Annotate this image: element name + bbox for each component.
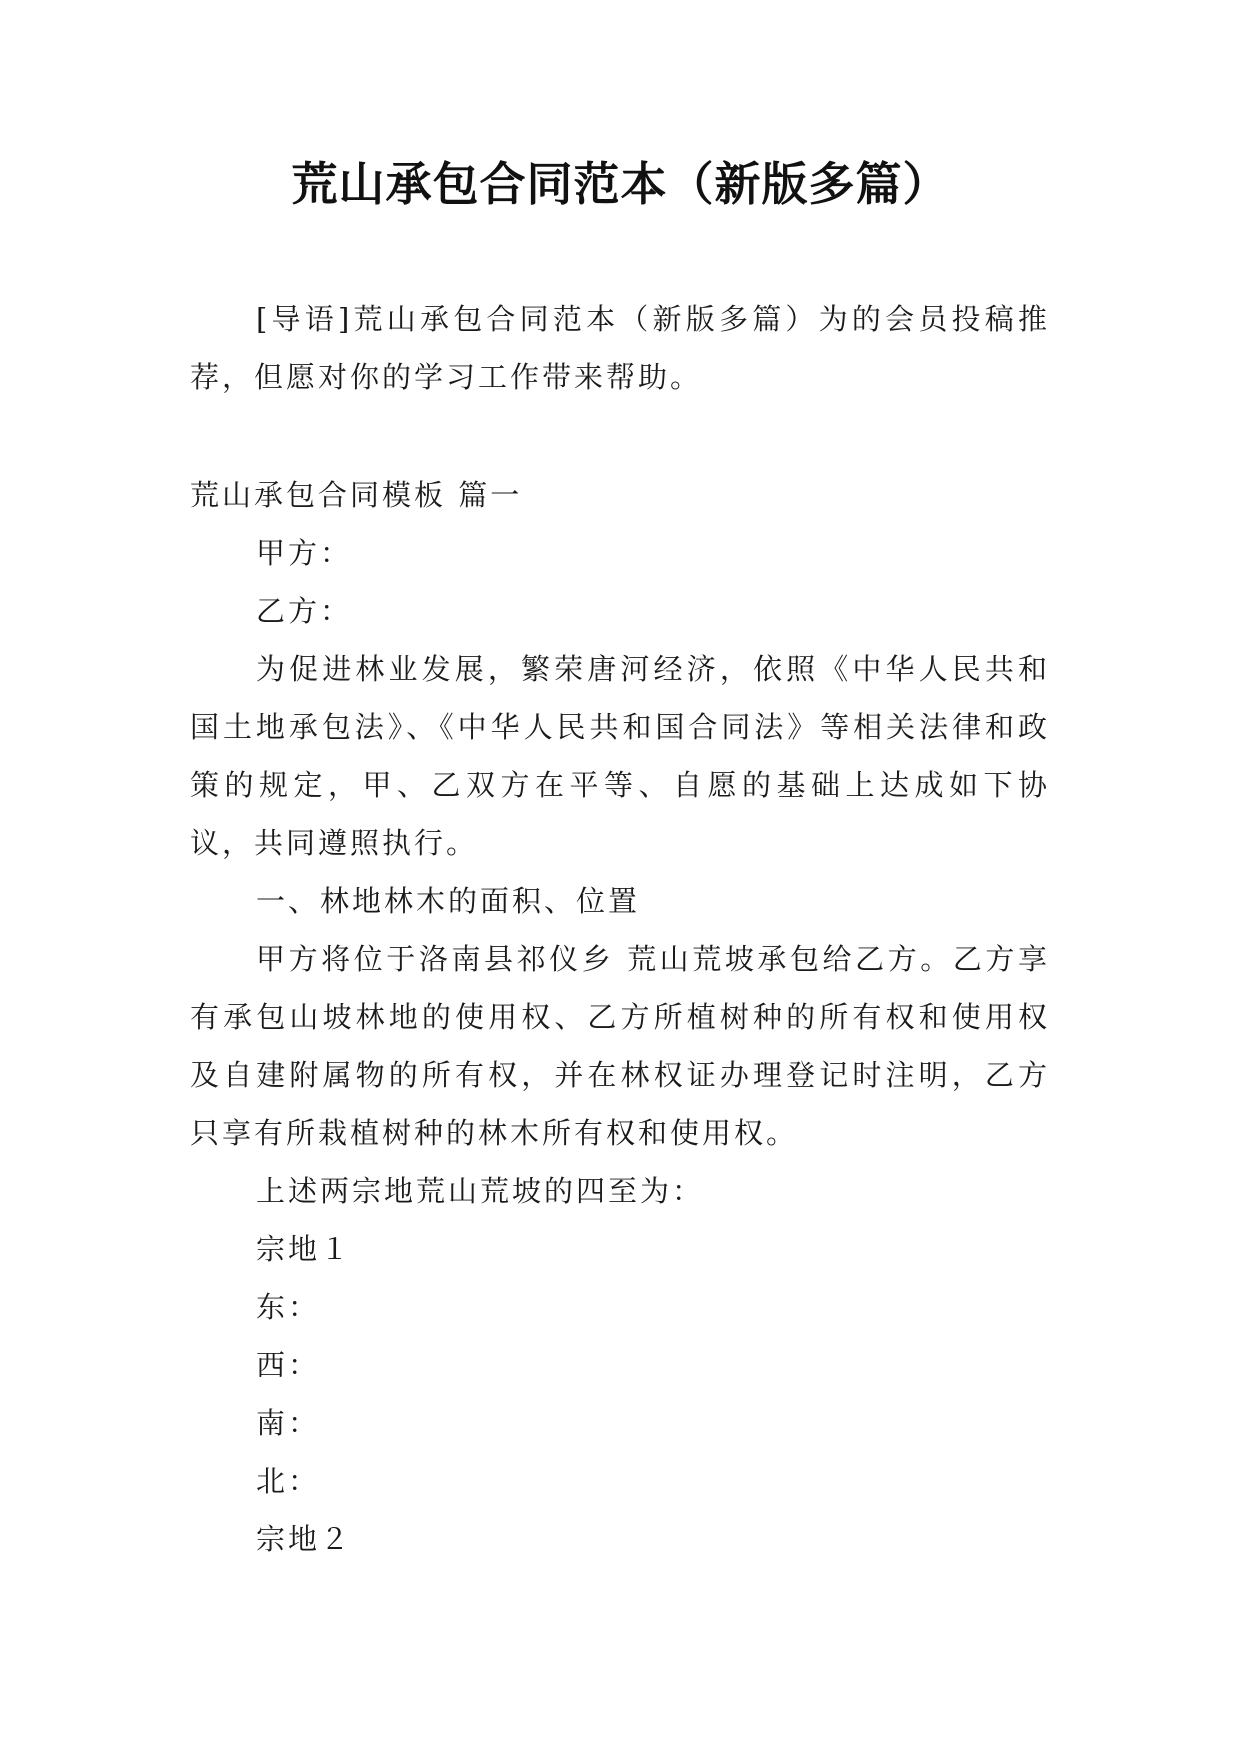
north-boundary: 北： — [256, 1464, 321, 1498]
east-boundary: 东： — [256, 1290, 321, 1324]
parcel-2-label: 宗地２ — [256, 1522, 353, 1556]
west-boundary: 西： — [256, 1348, 321, 1382]
south-boundary: 南： — [256, 1406, 321, 1440]
parcel-1-label: 宗地１ — [256, 1232, 353, 1266]
document-title: 荒山承包合同范本（新版多篇） — [291, 157, 950, 211]
section-heading: 荒山承包合同模板 篇一 — [190, 478, 523, 512]
preamble-paragraph: 为促进林业发展，繁荣唐河经济，依照《中华人民共和国土地承包法》、《中华人民共和国合同法》等相关法律和政策的规定，甲、乙双方在平等、自愿的基础上达成如下协议，共同遵照执行。 — [190, 652, 1050, 860]
party-a-line: 甲方： — [256, 536, 353, 570]
intro-paragraph: [导语]荒山承包合同范本（新版多篇）为的会员投稿推荐，但愿对你的学习工作带来帮助。 — [190, 302, 1050, 394]
document-body — [190, 290, 1050, 1568]
party-b-line: 乙方： — [256, 594, 353, 628]
clause-1-heading: 一、林地林木的面积、位置 — [256, 884, 641, 918]
clause-1-paragraph: 甲方将位于洛南县祁仪乡 荒山荒坡承包给乙方。乙方享有承包山坡林地的使用权、乙方所植树种的所有权和使用权及自建附属物的所有权，并在林权证办理登记时注明，乙方只享有所栽植树种的林木所有权和使用权。 — [190, 942, 1050, 1150]
boundaries-intro: 上述两宗地荒山荒坡的四至为： — [256, 1174, 705, 1208]
